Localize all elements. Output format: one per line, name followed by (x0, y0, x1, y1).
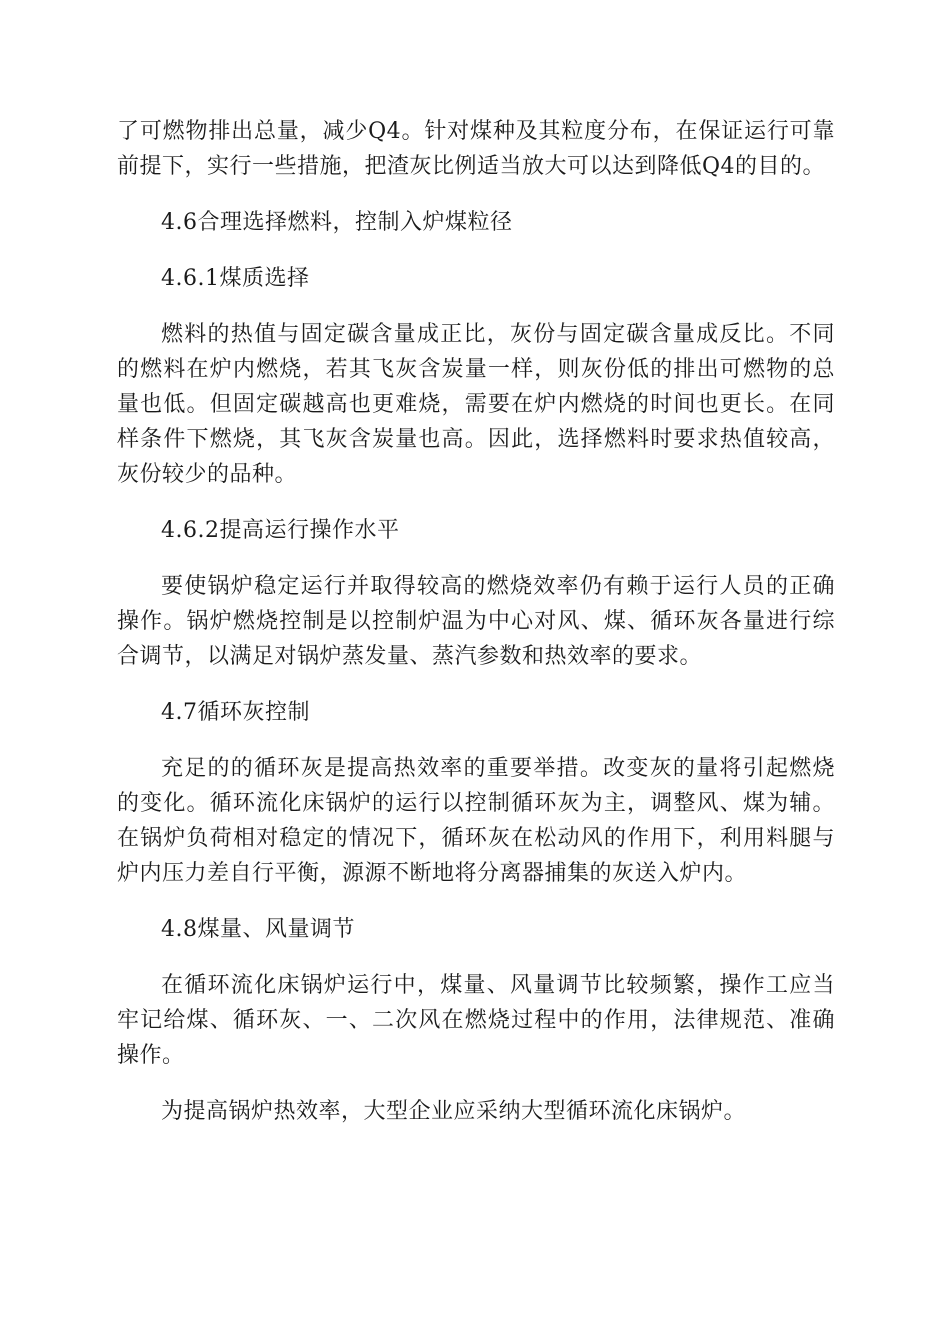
document-page (117, 114, 835, 1150)
section-heading-4-6: 4.6合理选择燃料，控制入炉煤粒径 (161, 210, 513, 235)
paragraph-4-6-2: 要使锅炉稳定运行并取得较高的燃烧效率仍有赖于运行人员的正确操作。锅炉燃烧控制是以控制炉温为中心对风、煤、循环灰各量进行综合调节，以满足对锅炉蒸发量、蒸汽参数和热效率的要求。 (117, 574, 835, 669)
paragraph-final: 为提高锅炉热效率，大型企业应采纳大型循环流化床锅炉。 (161, 1099, 747, 1124)
section-heading-4-6-1: 4.6.1煤质选择 (161, 266, 310, 291)
paragraph-4-7: 充足的的循环灰是提高热效率的重要举措。改变灰的量将引起燃烧的变化。循环流化床锅炉的运行以控制循环灰为主，调整风、煤为辅。在锅炉负荷相对稳定的情况下，循环灰在松动风的作用下，利用料腿与炉内压力差自行平衡，源源不断地将分离器捕集的灰送入炉内。 (117, 756, 835, 886)
paragraph-continued: 了可燃物排出总量，减少Q4。针对煤种及其粒度分布，在保证运行可靠前提下，实行一些措施，把渣灰比例适当放大可以达到降低Q4的目的。 (117, 119, 835, 179)
section-heading-4-7: 4.7循环灰控制 (161, 700, 310, 725)
section-heading-4-6-2: 4.6.2提高运行操作水平 (161, 518, 400, 543)
section-heading-4-8: 4.8煤量、风量调节 (161, 917, 355, 942)
paragraph-4-6-1: 燃料的热值与固定碳含量成正比，灰份与固定碳含量成反比。不同的燃料在炉内燃烧，若其飞灰含炭量一样，则灰份低的排出可燃物的总量也低。但固定碳越高也更难烧，需要在炉内燃烧的时间也更长。在同样条件下燃烧，其飞灰含炭量也高。因此，选择燃料时要求热值较高，灰份较少的品种。 (117, 322, 835, 487)
paragraph-4-8: 在循环流化床锅炉运行中，煤量、风量调节比较频繁，操作工应当牢记给煤、循环灰、一、二次风在燃烧过程中的作用，法律规范、准确操作。 (117, 973, 835, 1068)
